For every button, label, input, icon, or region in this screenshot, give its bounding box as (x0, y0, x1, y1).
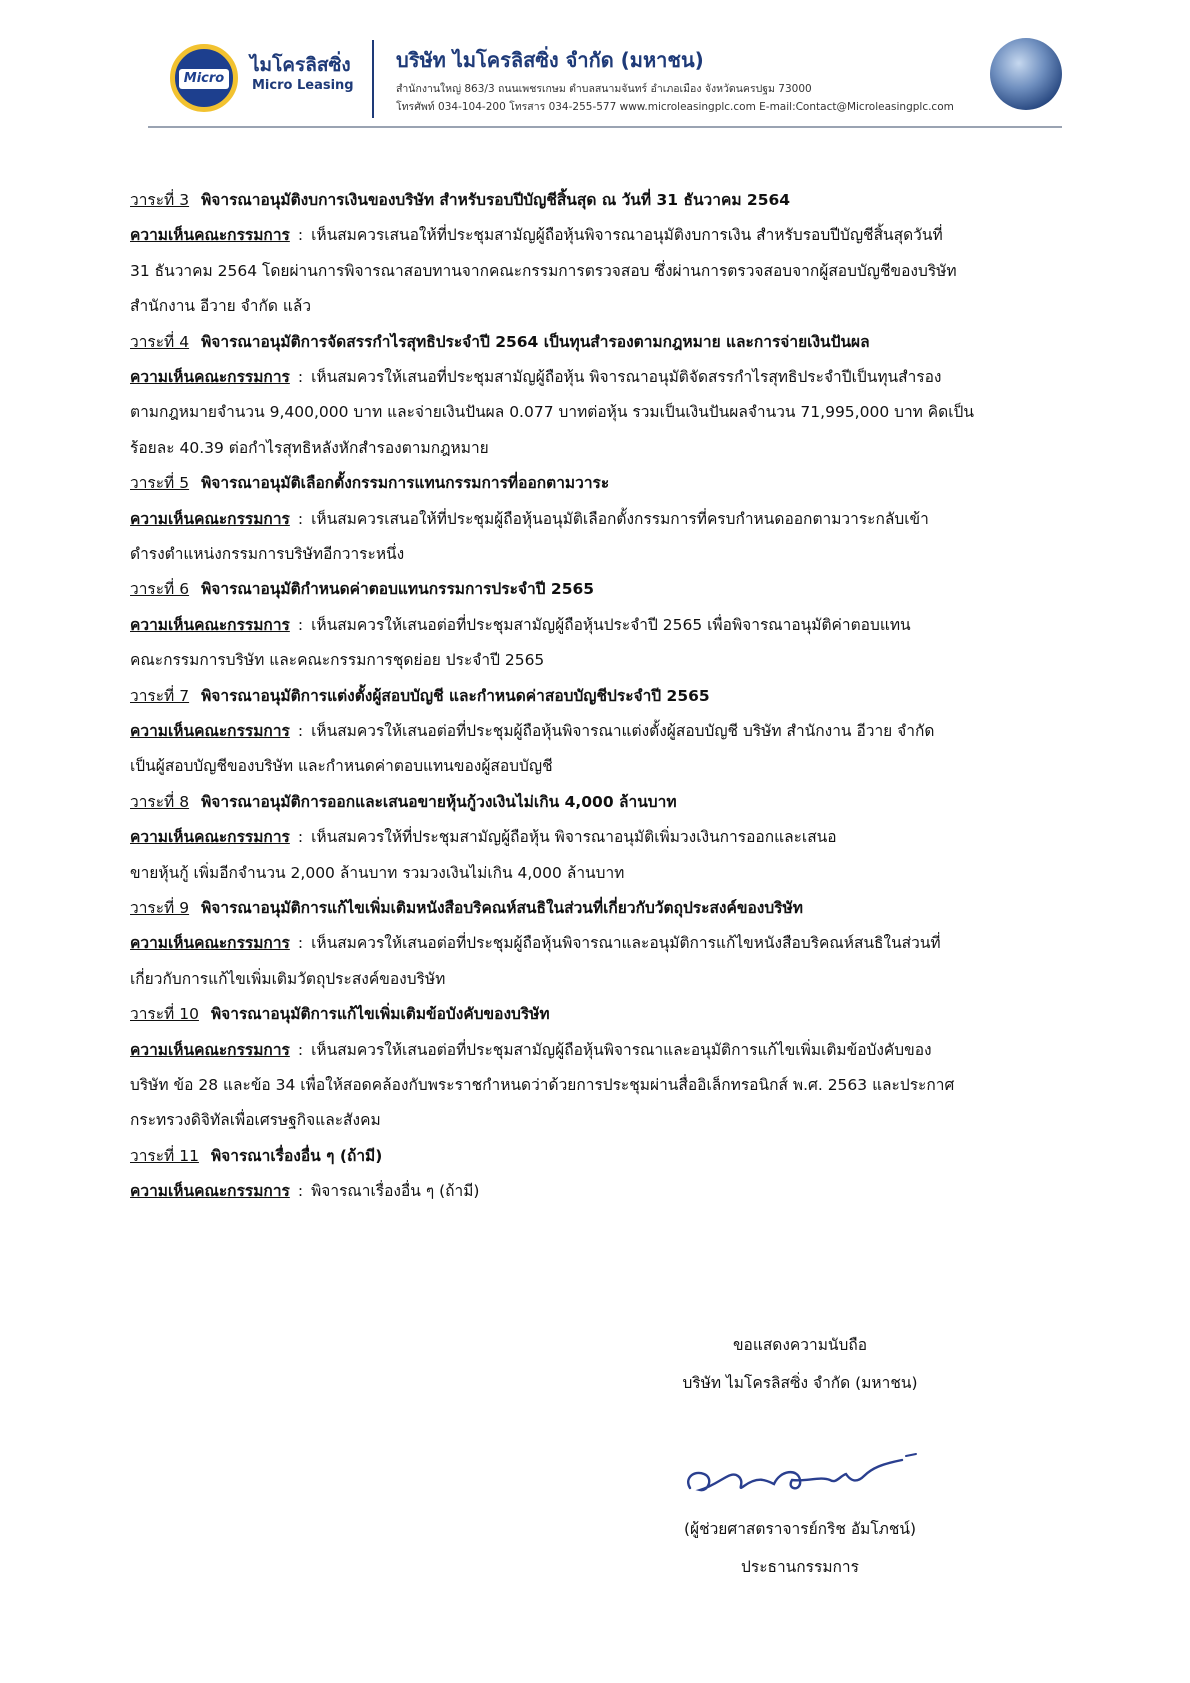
agenda-number: วาระที่ 8 (130, 792, 190, 811)
opinion-text: เกี่ยวกับการแก้ไขเพิ่มเติมวัตถุประสงค์ของบริษัท (130, 969, 446, 988)
micro-logo (170, 44, 238, 112)
board-opinion (130, 721, 934, 741)
board-opinion (130, 1181, 479, 1201)
opinion-separator: : (297, 615, 304, 634)
signature-image (670, 1440, 930, 1510)
opinion-label: ความเห็นคณะกรรมการ (130, 615, 290, 634)
opinion-text: เห็นสมควรให้เสนอที่ประชุมสามัญผู้ถือหุ้น พิจารณาอนุมัติจัดสรรกำไรสุทธิประจำปีเป็นทุนสำรอง (311, 368, 942, 386)
company-name: บริษัท ไมโครลิสซิ่ง จำกัด (มหาชน) (396, 48, 704, 72)
company-address: สำนักงานใหญ่ 863/3 ถนนเพชรเกษม ตำบลสนามจันทร์ อำเภอเมือง จังหวัดนครปฐม 73000 (396, 83, 812, 95)
opinion-separator: : (297, 934, 304, 953)
agenda-heading (130, 792, 677, 812)
agenda-heading (130, 1004, 550, 1024)
agenda-heading (130, 190, 790, 210)
agenda-title: พิจารณาอนุมัติกำหนดค่าตอบแทนกรรมการประจำปี 2565 (201, 580, 595, 599)
agenda-title: พิจารณาอนุมัติเลือกตั้งกรรมการแทนกรรมการที่ออกตามวาระ (201, 474, 610, 493)
board-opinion (130, 615, 911, 635)
agenda-number: วาระที่ 4 (130, 332, 190, 351)
opinion-separator: : (297, 368, 304, 386)
board-opinion (130, 225, 943, 245)
opinion-text: เห็นสมควรให้ที่ประชุมสามัญผู้ถือหุ้น พิจารณาอนุมัติเพิ่มวงเงินการออกและเสนอ (311, 828, 837, 847)
opinion-label: ความเห็นคณะกรรมการ (130, 934, 290, 953)
opinion-label: ความเห็นคณะกรรมการ (130, 1182, 290, 1201)
opinion-text: เห็นสมควรให้เสนอต่อที่ประชุมผู้ถือหุ้นพิจารณาแต่งตั้งผู้สอบบัญชี บริษัท สำนักงาน อีวาย จำกัด (311, 722, 935, 740)
opinion-text: ดำรงตำแหน่งกรรมการบริษัทอีกวาระหนึ่ง (130, 545, 405, 563)
agenda-title: พิจารณาอนุมัติการแก้ไขเพิ่มเติมข้อบังคับของบริษัท (210, 1005, 550, 1024)
opinion-text: คณะกรรมการบริษัท และคณะกรรมการชุดย่อย ประจำปี 2565 (130, 651, 545, 670)
agenda-title: พิจารณาอนุมัติงบการเงินของบริษัท สำหรับรอบปีบัญชีสิ้นสุด ณ วันที่ 31 ธันวาคม 2564 (201, 191, 791, 209)
agenda-heading (130, 686, 710, 706)
opinion-text: กระทรวงดิจิทัลเพื่อเศรษฐกิจและสังคม (130, 1111, 381, 1130)
agenda-heading (130, 473, 609, 493)
agenda-title: พิจารณาเรื่องอื่น ๆ (ถ้ามี) (210, 1146, 383, 1165)
agenda-number: วาระที่ 7 (130, 686, 190, 705)
opinion-text: เห็นสมควรให้เสนอต่อที่ประชุมสามัญผู้ถือหุ้นประจำปี 2565 เพื่อพิจารณาอนุมัติค่าตอบแทน (311, 615, 911, 634)
logo-text: Micro (179, 69, 229, 89)
opinion-separator: : (297, 722, 304, 740)
opinion-text: เห็นสมควรให้เสนอต่อที่ประชุมสามัญผู้ถือหุ้นพิจารณาและอนุมัติการแก้ไขเพิ่มเติมข้อบังคับของ (311, 1040, 932, 1059)
opinion-text: พิจารณาเรื่องอื่น ๆ (ถ้ามี) (311, 1182, 480, 1201)
agenda-heading (130, 1146, 382, 1166)
opinion-text: เห็นสมควรให้เสนอต่อที่ประชุมผู้ถือหุ้นพิจารณาและอนุมัติการแก้ไขหนังสือบริคณห์สนธิในส่วนที่ (311, 934, 941, 953)
signer-position: ประธานกรรมการ (741, 1558, 859, 1576)
board-opinion (130, 1040, 932, 1060)
opinion-separator: : (297, 226, 304, 245)
opinion-text: 31 ธันวาคม 2564 โดยผ่านการพิจารณาสอบทานจากคณะกรรมการตรวจสอบ ซึ่งผ่านการตรวจสอบจากผู้สอบบัญชีของบริษัท (130, 261, 957, 280)
agenda-number: วาระที่ 6 (130, 580, 190, 599)
agenda-number: วาระที่ 11 (130, 1146, 199, 1165)
board-opinion (130, 827, 837, 847)
board-opinion-continued (130, 544, 404, 564)
opinion-label: ความเห็นคณะกรรมการ (130, 226, 290, 245)
opinion-label: ความเห็นคณะกรรมการ (130, 368, 290, 386)
opinion-text: สำนักงาน อีวาย จำกัด แล้ว (130, 297, 312, 316)
opinion-separator: : (297, 828, 304, 847)
board-opinion-continued (130, 296, 311, 316)
agenda-title: พิจารณาอนุมัติการแต่งตั้งผู้สอบบัญชี และกำหนดค่าสอบบัญชีประจำปี 2565 (201, 686, 710, 705)
board-opinion-continued (130, 1110, 381, 1130)
header-divider (372, 40, 374, 118)
opinion-separator: : (297, 1182, 304, 1201)
agenda-title: พิจารณาอนุมัติการออกและเสนอขายหุ้นกู้วงเงินไม่เกิน 4,000 ล้านบาท (201, 792, 677, 811)
opinion-text: เป็นผู้สอบบัญชีของบริษัท และกำหนดค่าตอบแทนของผู้สอบบัญชี (130, 757, 553, 776)
opinion-label: ความเห็นคณะกรรมการ (130, 828, 290, 847)
agenda-title: พิจารณาอนุมัติการแก้ไขเพิ่มเติมหนังสือบริคณห์สนธิในส่วนที่เกี่ยวกับวัตถุประสงค์ของบริษัท (201, 899, 803, 917)
board-opinion-continued (130, 969, 445, 989)
opinion-text: ร้อยละ 40.39 ต่อกำไรสุทธิหลังหักสำรองตามกฎหมาย (130, 438, 489, 457)
closing-company: บริษัท ไมโครลิสซิ่ง จำกัด (มหาชน) (682, 1374, 918, 1392)
header-rule (148, 126, 1062, 128)
opinion-separator: : (297, 509, 304, 528)
agenda-number: วาระที่ 9 (130, 899, 190, 917)
board-opinion-continued (130, 438, 489, 458)
agenda-heading (130, 898, 803, 918)
agenda-number: วาระที่ 3 (130, 191, 190, 209)
board-opinion (130, 367, 942, 387)
opinion-text: ตามกฎหมายจำนวน 9,400,000 บาท และจ่ายเงินปันผล 0.077 บาทต่อหุ้น รวมเป็นเงินปันผลจำนวน 71,995,000 บาท คิดเป็น (130, 403, 974, 422)
opinion-label: ความเห็นคณะกรรมการ (130, 509, 290, 528)
agenda-number: วาระที่ 5 (130, 474, 190, 493)
board-opinion (130, 509, 929, 529)
board-opinion-continued (130, 402, 974, 422)
opinion-text: เห็นสมควรเสนอให้ที่ประชุมสามัญผู้ถือหุ้นพิจารณาอนุมัติงบการเงิน สำหรับรอบปีบัญชีสิ้นสุดวันที่ (311, 226, 943, 245)
globe-emblem (990, 38, 1062, 110)
opinion-label: ความเห็นคณะกรรมการ (130, 722, 290, 740)
agenda-title: พิจารณาอนุมัติการจัดสรรกำไรสุทธิประจำปี 2564 เป็นทุนสำรองตามกฎหมาย และการจ่ายเงินปันผล (201, 332, 870, 351)
opinion-text: บริษัท ข้อ 28 และข้อ 34 เพื่อให้สอดคล้องกับพระราชกำหนดว่าด้วยการประชุมผ่านสื่ออิเล็กทรอนิกส์ พ.ศ. 2563 และประกาศ (130, 1076, 955, 1094)
board-opinion-continued (130, 863, 624, 883)
signer-name: (ผู้ช่วยศาสตราจารย์กริช อัมโภชน์) (683, 1520, 917, 1538)
brand-name-en: Micro Leasing (252, 78, 354, 93)
letterhead (0, 0, 1190, 140)
agenda-heading (130, 579, 594, 599)
opinion-separator: : (297, 1040, 304, 1059)
brand-name-th: ไมโครลิสซิ่ง (250, 54, 351, 76)
opinion-label: ความเห็นคณะกรรมการ (130, 1040, 290, 1059)
board-opinion-continued (130, 1075, 954, 1095)
opinion-text: เห็นสมควรเสนอให้ที่ประชุมผู้ถือหุ้นอนุมัติเลือกตั้งกรรมการที่ครบกำหนดออกตามวาระกลับเข้า (311, 509, 929, 528)
board-opinion-continued (130, 650, 544, 670)
company-contact: โทรศัพท์ 034-104-200 โทรสาร 034-255-577 www.microleasingplc.com E-mail:Contact@Microleasingplc.com (396, 101, 954, 113)
closing-regards: ขอแสดงความนับถือ (732, 1336, 868, 1354)
agenda-number: วาระที่ 10 (130, 1005, 199, 1024)
opinion-text: ขายหุ้นกู้ เพิ่มอีกจำนวน 2,000 ล้านบาท รวมวงเงินไม่เกิน 4,000 ล้านบาท (130, 863, 625, 882)
agenda-heading (130, 332, 870, 352)
board-opinion (130, 933, 941, 953)
board-opinion-continued (130, 261, 957, 281)
board-opinion-continued (130, 756, 553, 776)
